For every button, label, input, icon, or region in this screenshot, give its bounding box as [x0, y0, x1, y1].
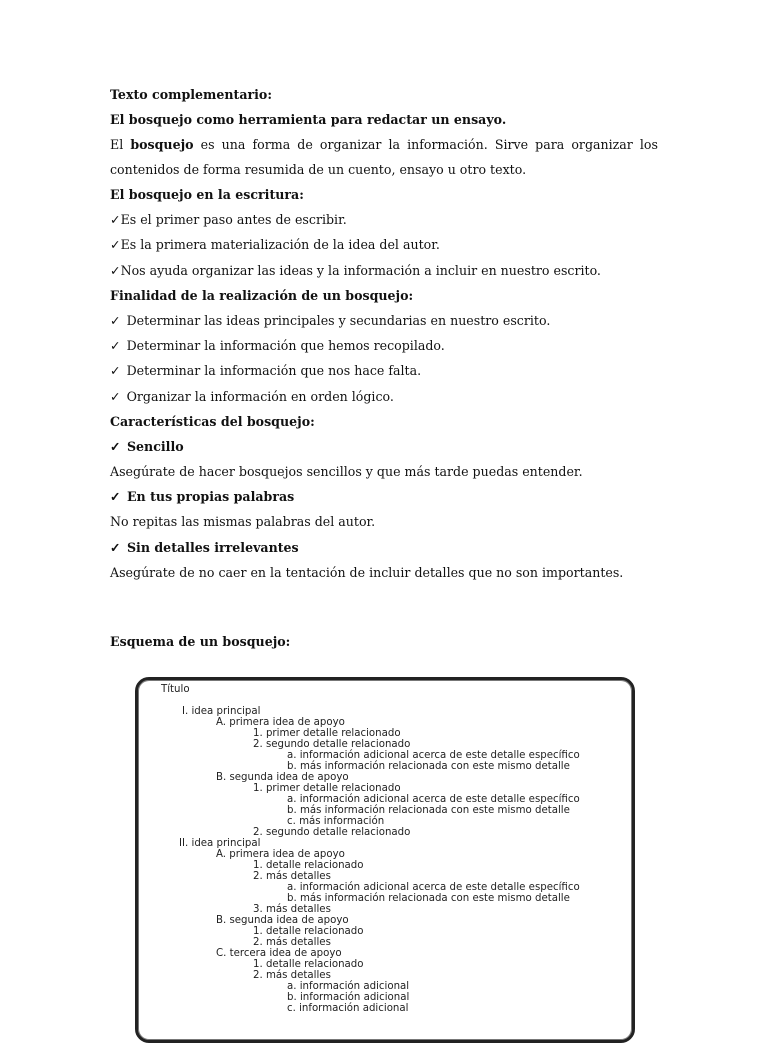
check-icon: ✓ — [110, 338, 121, 353]
check-icon: ✓ — [110, 489, 121, 504]
feature-title: ✓ En tus propias palabras — [110, 489, 295, 504]
intro-line-1: El bosquejo es una forma de organizar la información. Sirve para organizar los — [110, 137, 658, 152]
outline-line: 2. segundo detalle relacionado — [253, 827, 411, 838]
check-icon: ✓ — [110, 389, 121, 404]
feature-description: No repitas las mismas palabras del autor. — [110, 514, 376, 529]
feature-title: ✓ Sencillo — [110, 439, 184, 454]
outline-line: C. tercera idea de apoyo — [216, 948, 342, 959]
outline-line: c. más información — [287, 816, 385, 827]
outline-line: 2. más detalles — [253, 970, 331, 981]
outline-line: a. información adicional acerca de este detalle específico — [287, 750, 580, 761]
feature-title: ✓ Sin detalles irrelevantes — [110, 540, 299, 555]
check-icon: ✓ — [110, 363, 121, 378]
outline-line: a. información adicional — [287, 981, 410, 992]
list-item: ✓ Organizar la información en orden lógico. — [110, 389, 394, 404]
outline-line: 2. más detalles — [253, 937, 331, 948]
check-icon: ✓ — [110, 263, 121, 278]
outline-line: B. segunda idea de apoyo — [216, 915, 349, 926]
list-item: ✓ Determinar las ideas principales y secundarias en nuestro escrito. — [110, 313, 551, 328]
outline-line: 2. segundo detalle relacionado — [253, 739, 411, 750]
outline-line: a. información adicional acerca de este detalle específico — [287, 794, 580, 805]
list-item: ✓Es el primer paso antes de escribir. — [110, 212, 347, 227]
outline-line: 1. detalle relacionado — [253, 860, 364, 871]
outline-line: 3. más detalles — [253, 904, 331, 915]
outline-line: 1. detalle relacionado — [253, 959, 364, 970]
feature-description: Asegúrate de no caer en la tentación de incluir detalles que no son importantes. — [110, 565, 624, 580]
outline-line: 2. más detalles — [253, 871, 331, 882]
list-item: ✓ Determinar la información que nos hace falta. — [110, 363, 422, 378]
check-icon: ✓ — [110, 212, 121, 227]
check-icon: ✓ — [110, 313, 121, 328]
outline-line: b. más información relacionada con este mismo detalle — [287, 761, 570, 772]
outline-line: c. información adicional — [287, 1003, 409, 1014]
list-item: ✓ Determinar la información que hemos recopilado. — [110, 338, 445, 353]
check-icon: ✓ — [110, 540, 121, 555]
header-label: Texto complementario: — [110, 87, 272, 102]
section-heading-finalidad: Finalidad de la realización de un bosquejo: — [110, 288, 414, 303]
outline-line: A. primera idea de apoyo — [216, 849, 345, 860]
outline-line: A. primera idea de apoyo — [216, 717, 345, 728]
check-icon: ✓ — [110, 237, 121, 252]
outline-line: I. idea principal — [182, 706, 261, 717]
outline-line: B. segunda idea de apoyo — [216, 772, 349, 783]
outline-line: II. idea principal — [179, 838, 261, 849]
outline-line: 1. primer detalle relacionado — [253, 783, 401, 794]
list-item: ✓Es la primera materialización de la idea del autor. — [110, 237, 440, 252]
document-title: El bosquejo como herramienta para redactar un ensayo. — [110, 112, 507, 127]
outline-title: Título — [161, 684, 190, 695]
section-heading-caracteristicas: Características del bosquejo: — [110, 414, 315, 429]
outline-line: a. información adicional acerca de este detalle específico — [287, 882, 580, 893]
list-item: ✓Nos ayuda organizar las ideas y la información a incluir en nuestro escrito. — [110, 263, 601, 278]
outline-line: b. información adicional — [287, 992, 410, 1003]
bold-term: bosquejo — [130, 137, 194, 152]
feature-description: Asegúrate de hacer bosquejos sencillos y que más tarde puedas entender. — [110, 464, 583, 479]
intro-line-2: contenidos de forma resumida de un cuento, ensayo u otro texto. — [110, 162, 527, 177]
outline-line: 1. primer detalle relacionado — [253, 728, 401, 739]
outline-figure — [135, 677, 635, 1043]
outline-line: b. más información relacionada con este mismo detalle — [287, 893, 570, 904]
section-heading-esquema: Esquema de un bosquejo: — [110, 634, 291, 649]
outline-line: b. más información relacionada con este mismo detalle — [287, 805, 570, 816]
outline-line: 1. detalle relacionado — [253, 926, 364, 937]
section-heading-escritura: El bosquejo en la escritura: — [110, 187, 304, 202]
check-icon: ✓ — [110, 439, 121, 454]
